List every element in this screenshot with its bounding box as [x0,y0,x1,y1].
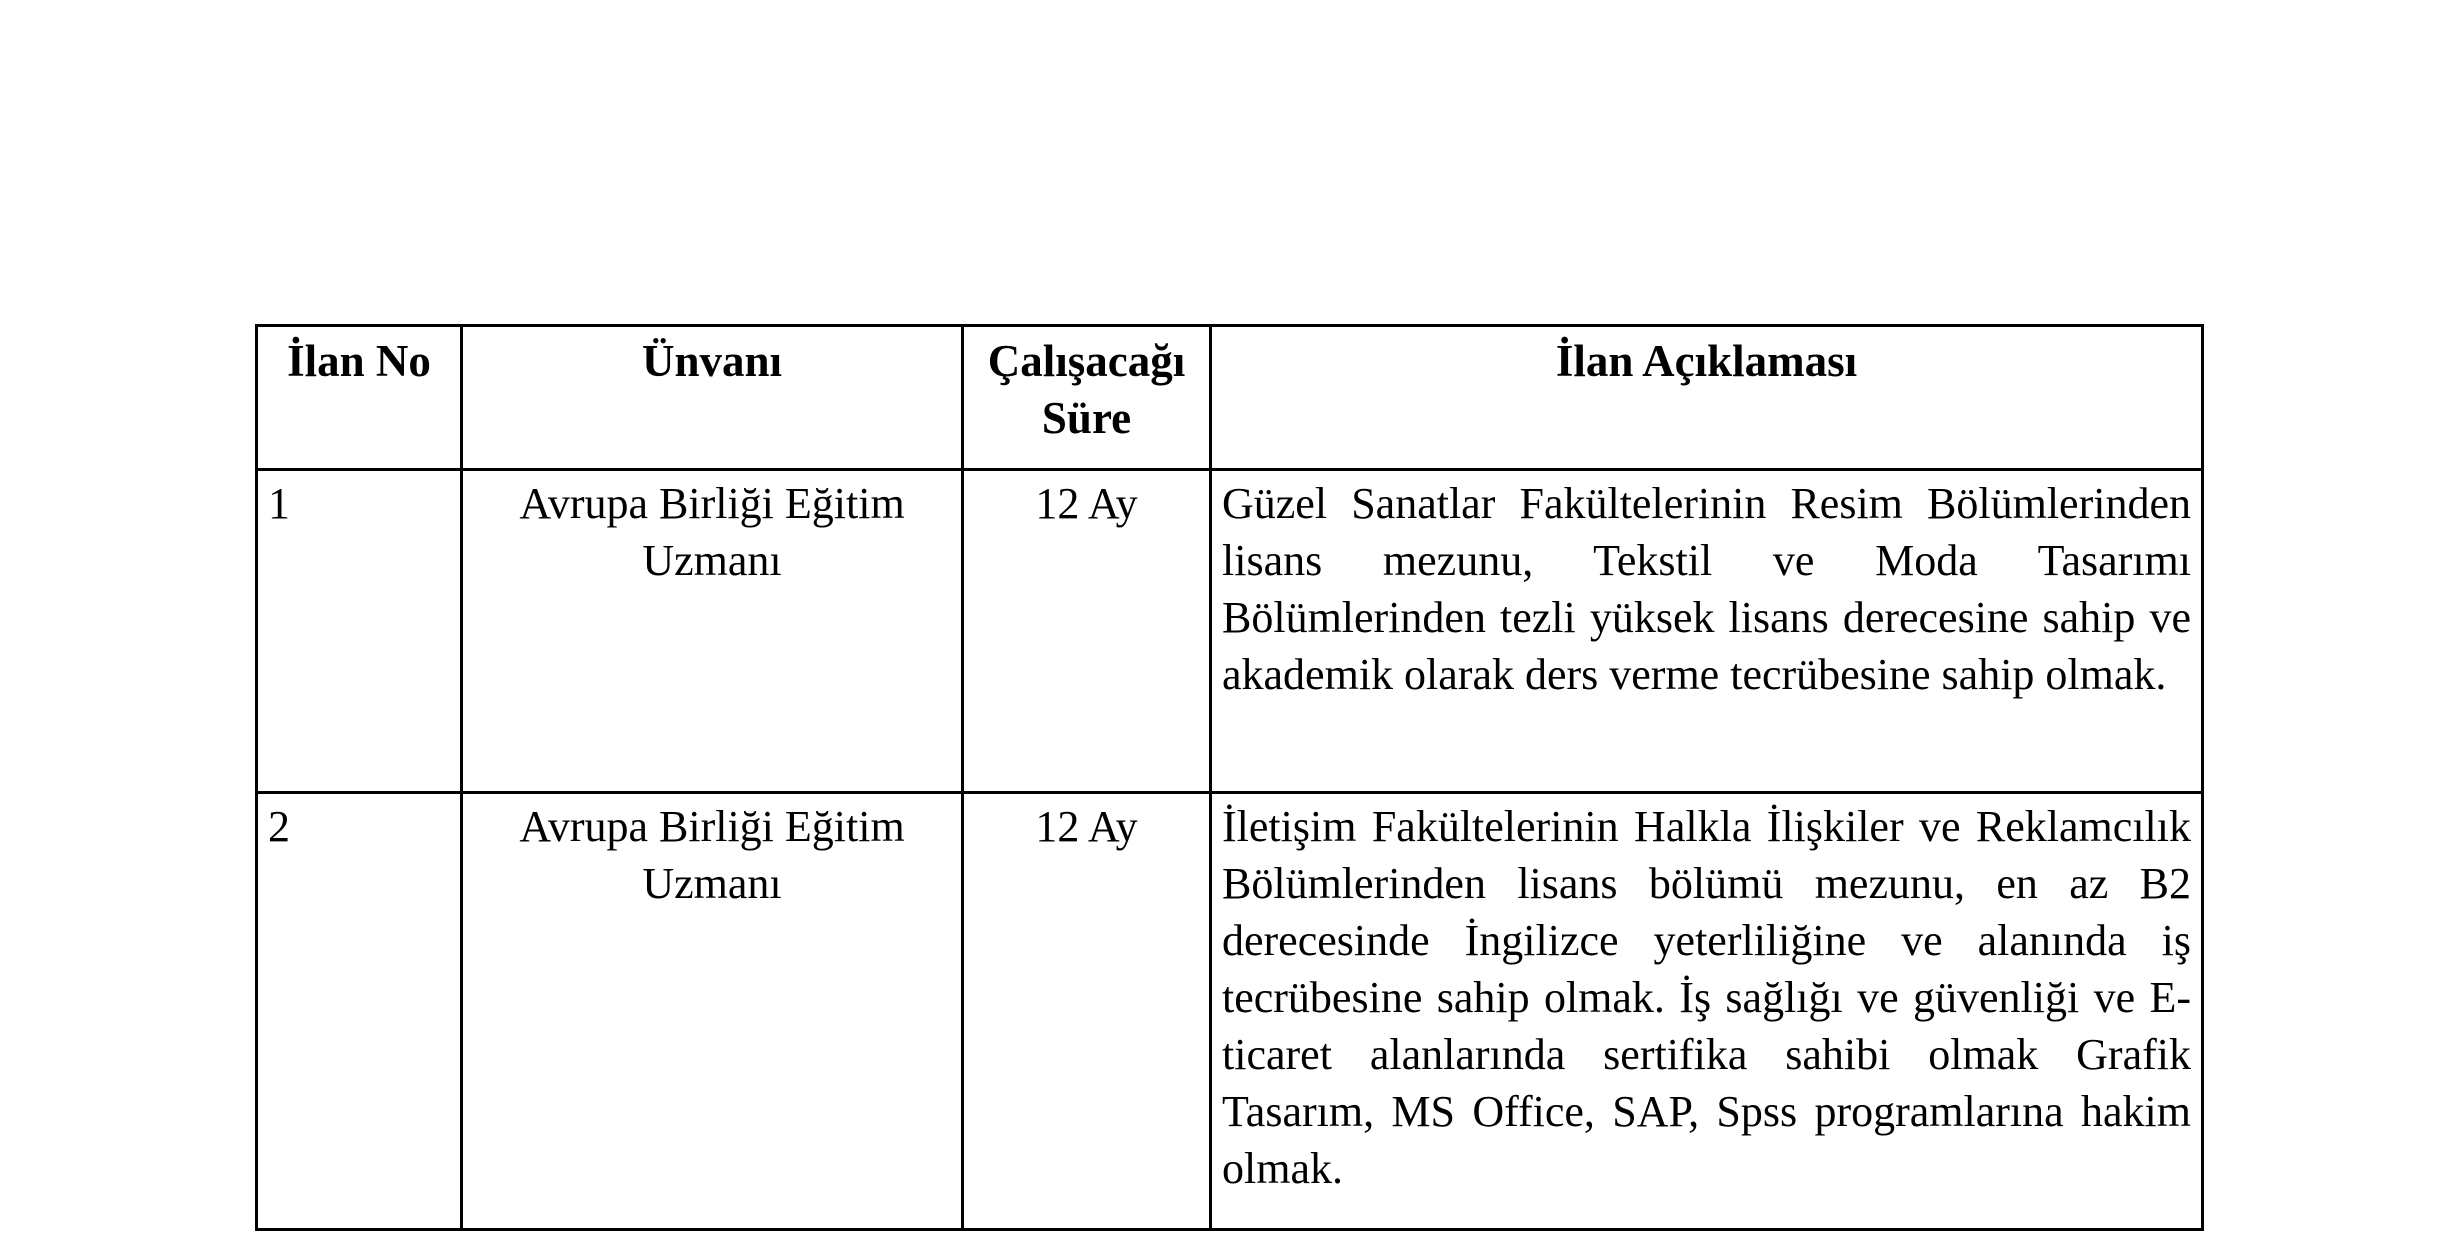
row1-unvani: Avrupa Birliği Eğitim Uzmanı [462,470,963,793]
table-row-1 [257,470,2203,793]
row1-ilan-no: 1 [257,470,462,793]
header-unvani: Ünvanı [462,326,963,470]
row1-sure: 12 Ay [963,470,1211,793]
header-ilan-aciklamasi: İlan Açıklaması [1211,326,2203,470]
row2-unvani: Avrupa Birliği Eğitim Uzmanı [462,793,963,1230]
row2-aciklama: İletişim Fakültelerinin Halkla İlişkiler ve Reklamcılık Bölümlerinden lisans bölümü mezunu, en az B2 derecesinde İngilizce yeterliliğine ve alanında iş tecrübesine sahip olmak. İş sağlığı ve güvenliği ve E-ticaret alanlarında sertifika sahibi olmak Grafik Tasarım, MS Office, SAP, Spss programlarına hakim olmak. [1211,793,2203,1230]
table-header-row [257,326,2203,470]
table-row-2 [257,793,2203,1230]
row2-sure: 12 Ay [963,793,1211,1230]
header-calisacagi-sure: Çalışacağı Süre [963,326,1211,470]
row2-ilan-no: 2 [257,793,462,1230]
job-postings-table [255,324,2204,1231]
row1-aciklama: Güzel Sanatlar Fakültelerinin Resim Bölümlerinden lisans mezunu, Tekstil ve Moda Tasarımı Bölümlerinden tezli yüksek lisans derecesine sahip ve akademik olarak ders verme tecrübesine sahip olmak. [1211,470,2203,793]
header-ilan-no: İlan No [257,326,462,470]
